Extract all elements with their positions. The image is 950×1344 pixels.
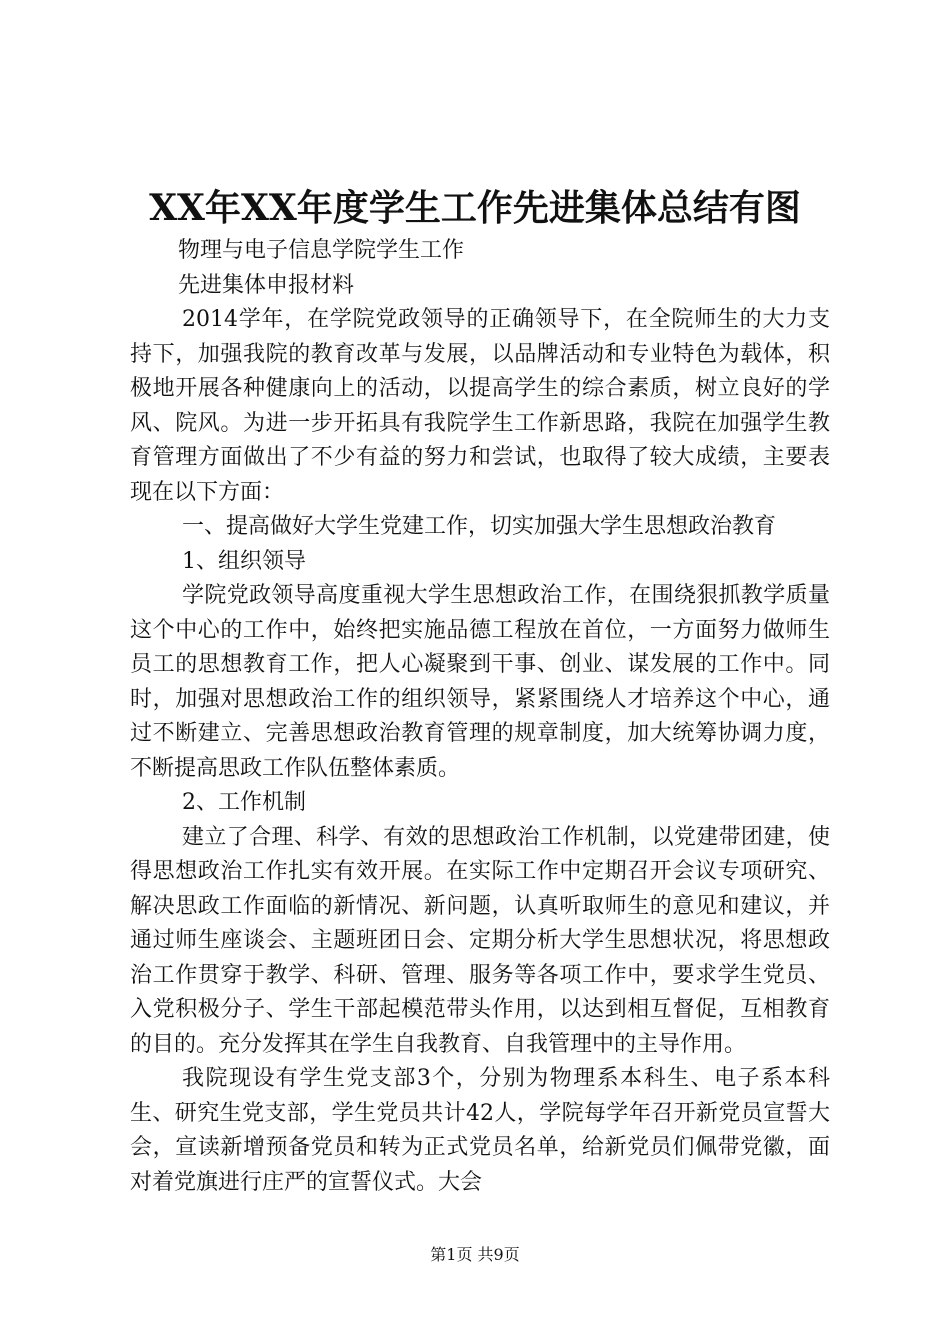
document-title: XX年XX年度学生工作先进集体总结有图 [149, 187, 801, 229]
paragraph-mechanism: 建立了合理、科学、有效的思想政治工作机制，以党建带团建，使得思想政治工作扎实有效开展。在实际工作中定期召开会议专项研究、解决思政工作面临的新情况、新问题，认真听取师生的意见和建议，并通过师生座谈会、主题班团日会、定期分析大学生思想状况，将思想政治工作贯穿于教学、科研、管理、服务等各项工作中，要求学生党员、入党积极分子、学生干部起模范带头作用，以达到相互督促，互相教育的目的。充分发挥其在学生自我教育、自我管理中的主导作用。 [130, 824, 830, 1057]
paragraph-subtitle: 先进集体申报材料 [178, 272, 355, 298]
paragraph-section-heading: 一、提高做好大学生党建工作，切实加强大学生思想政治教育 [182, 514, 777, 539]
paragraph-intro: 2014学年，在学院党政领导的正确领导下，在全院师生的大力支持下，加强我院的教育改革与发展，以品牌活动和专业特色为载体，积极地开展各种健康向上的活动，以提高学生的综合素质，树立良好的学风、院风。为进一步开拓具有我院学生工作新思路，我院在加强学生教育管理方面做出了不少有益的努力和尝试，也取得了较大成绩，主要表现在以下方面： [130, 307, 830, 505]
paragraph-subheading-2: 2、工作机制 [182, 790, 306, 815]
paragraph-department: 物理与电子信息学院学生工作 [178, 238, 465, 263]
paragraph-subheading-1: 1、组织领导 [182, 548, 306, 574]
paragraph-organization: 学院党政领导高度重视大学生思想政治工作，在围绕狠抓教学质量这个中心的工作中，始终把实施品德工程放在首位，一方面努力做师生员工的思想教育工作，把人心凝聚到干事、创业、谋发展的工作中。同时，加强对思想政治工作的组织领导，紧紧围绕人才培养这个中心，通过不断建立、完善思想政治教育管理的规章制度，加大统筹协调力度，不断提高思政工作队伍整体素质。 [130, 583, 830, 781]
paragraph-party-branches: 我院现设有学生党支部3个，分别为物理系本科生、电子系本科生、研究生党支部，学生党员共计42人，学院每学年召开新党员宣誓大会，宣读新增预备党员和转为正式党员名单，给新党员们佩带党徽，面对着党旗进行庄严的宣誓仪式。大会 [130, 1066, 830, 1195]
document-body [130, 234, 830, 1200]
page-number-footer: 第1页 共9页 [430, 1245, 520, 1264]
